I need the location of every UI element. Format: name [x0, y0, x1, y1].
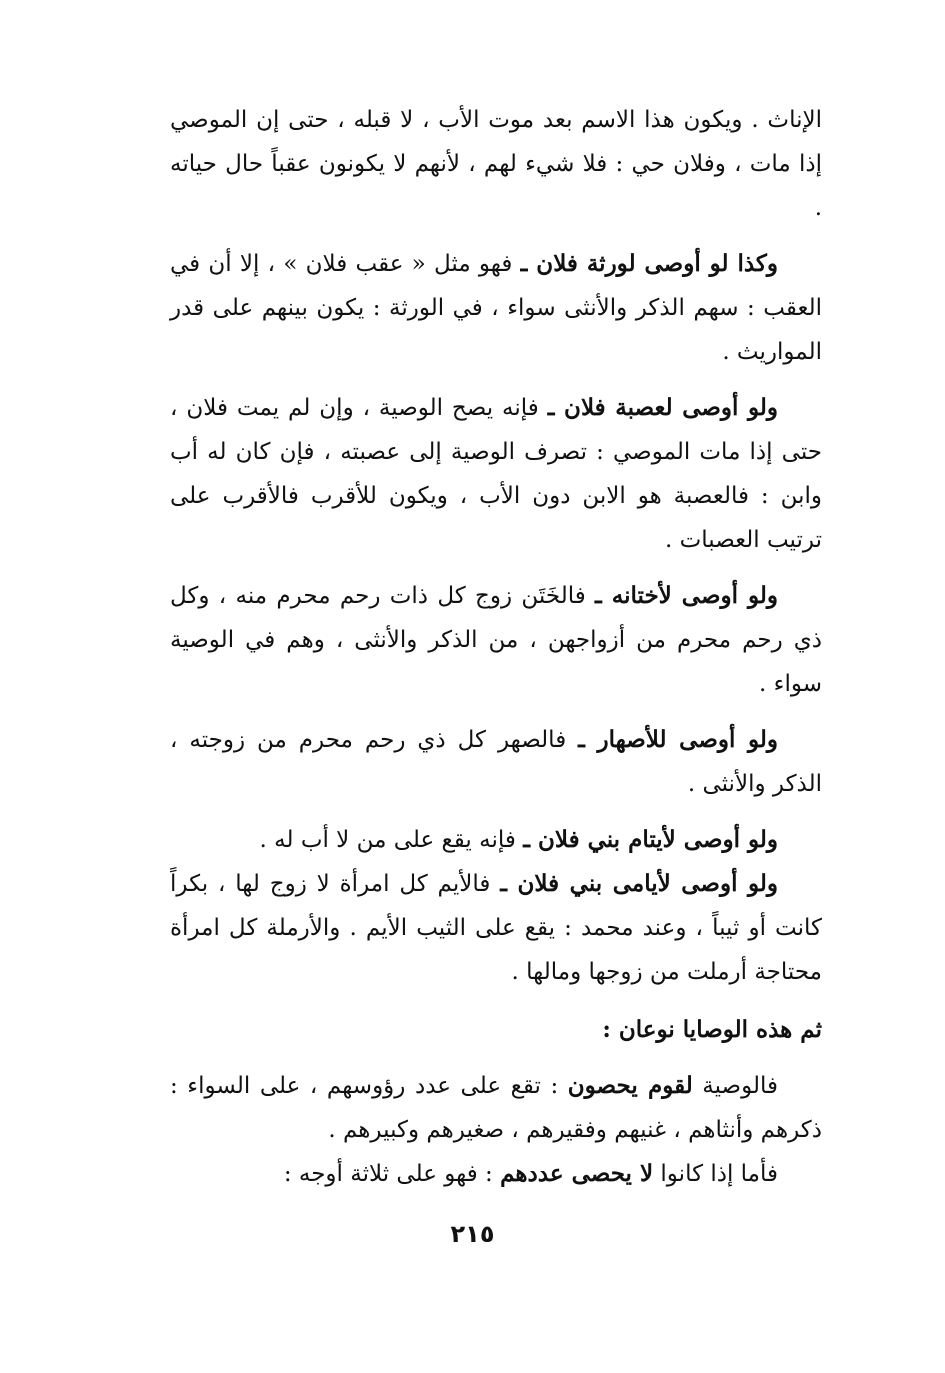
paragraph-lead: لقوم يحصون	[567, 1072, 693, 1099]
paragraph-text: الإناث . ويكون هذا الاسم بعد موت الأب ، لا قبله ، حتى إن الموصي إذا مات ، وفلان حي : فلا شيء لهم ، لأنهم لا يكونون عقباً حال حياته .	[170, 107, 822, 221]
paragraph	[170, 862, 822, 994]
paragraph	[170, 574, 822, 706]
paragraph-lead: وكذا لو أوصى لورثة فلان ـ	[520, 250, 778, 277]
paragraph-text: فالأيم كل امرأة لا زوج لها ، بكراً كانت أو ثيباً ، وعند محمد : يقع على الثيب الأيم . والأرملة كل امرأة محتاجة أرملت من زوجها ومالها .	[170, 871, 822, 985]
paragraph-text: فالخَتَن زوج كل ذات رحم محرم منه ، وكل ذي رحم محرم من أزواجهن ، من الذكر والأنثى ، وهم في الوصية سواء .	[170, 583, 822, 697]
paragraph	[170, 98, 822, 230]
paragraph-lead: ولو أوصى لعصبة فلان ـ	[547, 394, 779, 421]
paragraph-lead: ولو أوصى للأصهار ـ	[578, 726, 778, 753]
paragraph	[170, 242, 822, 374]
paragraph-text: فالصهر كل ذي رحم محرم من زوجته ، الذكر والأنثى .	[170, 727, 822, 797]
paragraph-text: فهو مثل « عقب فلان » ، إلا أن في العقب : سهم الذكر والأنثى سواء ، في الورثة : يكون بينهم على قدر المواريث .	[170, 251, 822, 365]
paragraph-lead: ولو أوصى لأيتام بني فلان ـ	[523, 826, 778, 853]
paragraph-text: فإنه يصح الوصية ، وإن لم يمت فلان ، حتى إذا مات الموصي : تصرف الوصية إلى عصبته ، فإن كان له أب وابن : فالعصبة هو الابن دون الأب ، ويكون للأقرب فالأقرب على ترتيب العصبات .	[170, 395, 822, 553]
paragraph	[170, 718, 822, 806]
paragraph	[170, 818, 822, 862]
section-heading: ثم هذه الوصايا نوعان :	[602, 1016, 822, 1043]
paragraph-lead: لا يحصى عددهم	[500, 1160, 654, 1187]
paragraph-lead: ولو أوصى لأختانه ـ	[595, 582, 778, 609]
paragraph-pre: فالوصية	[692, 1073, 778, 1099]
paragraph	[170, 1064, 822, 1152]
paragraph	[170, 386, 822, 562]
paragraph-text: : فهو على ثلاثة أوجه :	[283, 1161, 501, 1187]
paragraph-pre: فأما إذا كانوا	[653, 1161, 778, 1187]
paragraph-text: فإنه يقع على من لا أب له .	[259, 827, 524, 853]
paragraph-text: : تقع على عدد رؤوسهم ، على السواء : ذكرهم وأنثاهم ، غنيهم وفقيرهم ، صغيرهم وكبيرهم .	[170, 1073, 822, 1143]
paragraph-lead: ولو أوصى لأيامى بني فلان ـ	[500, 870, 778, 897]
paragraph	[170, 1152, 822, 1196]
page-number: ٢١٥	[450, 1220, 495, 1248]
document-body	[170, 98, 822, 1196]
